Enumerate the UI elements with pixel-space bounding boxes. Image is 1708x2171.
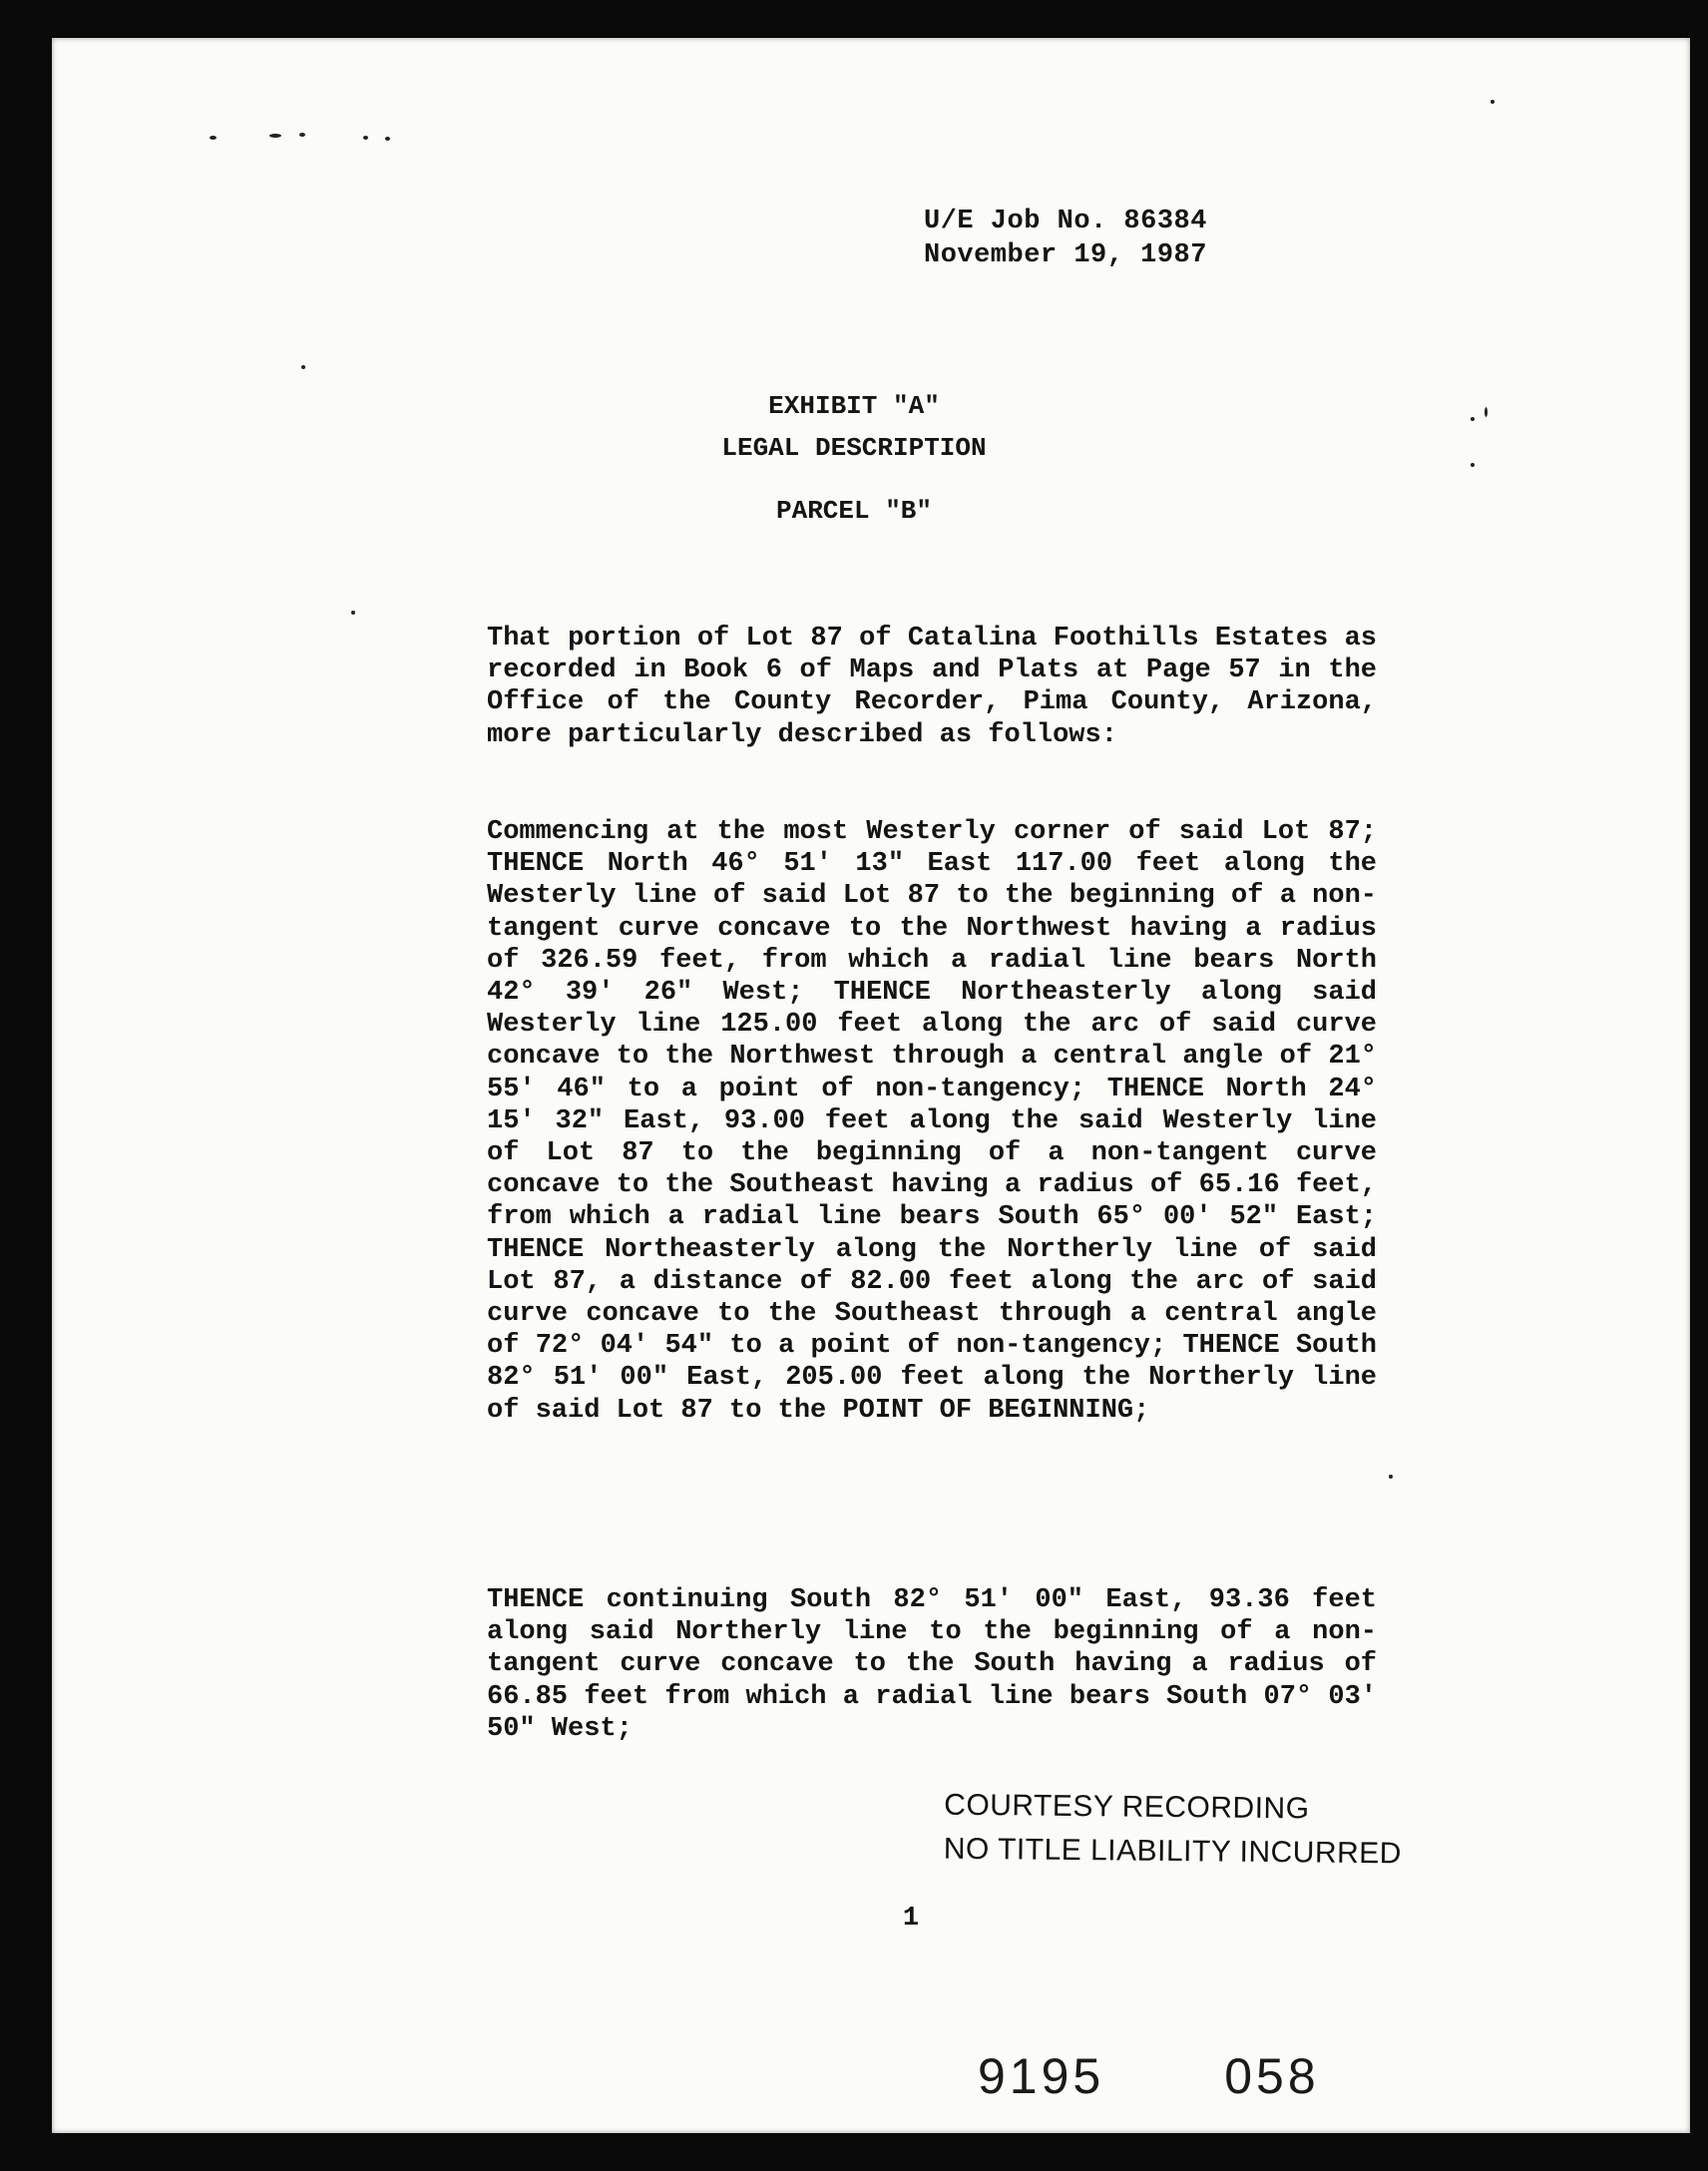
scan-speck: [210, 136, 216, 140]
continuing-paragraph: THENCE continuing South 82° 51' 00" East, 93.36 feet along said Northerly line to the beginning of a non-tangent curve concave to the South having a radius of 66.85 feet from which a radial line bears South 07° 03' 50" West;: [487, 1585, 1377, 1744]
scan-speck: [299, 133, 305, 137]
scan-speck: [269, 134, 281, 138]
stamp-line-2: NO TITLE LIABILITY INCURRED: [943, 1832, 1403, 1871]
stamp-line-1: COURTESY RECORDING: [944, 1788, 1310, 1826]
scan-speck: [351, 611, 355, 615]
intro-paragraph: That portion of Lot 87 of Catalina Foothills Estates as recorded in Book 6 of Maps and Plats at Page 57 in the Office of the County Recorder, Pima County, Arizona, more particularly described as follows:: [487, 624, 1377, 750]
parcel-title: PARCEL "B": [775, 496, 933, 526]
exhibit-title: EXHIBIT "A": [768, 391, 940, 421]
scan-speck: [301, 365, 305, 369]
courtesy-recording-stamp: [944, 1784, 1403, 1877]
job-number: U/E Job No. 86384: [924, 207, 1207, 236]
scan-speck: [1389, 1475, 1393, 1479]
page-number: 1: [902, 1904, 920, 1934]
scan-speck: [1491, 100, 1494, 104]
document-header: [924, 205, 1207, 272]
document-number: [978, 2047, 1320, 2105]
scan-speck: [1471, 463, 1475, 467]
document-number-part-1: 9195: [978, 2048, 1105, 2104]
document-date: November 19, 1987: [924, 240, 1207, 270]
document-number-part-2: 058: [1224, 2048, 1320, 2104]
scan-speck: [363, 136, 368, 140]
scan-speck: [385, 137, 390, 141]
legal-description-title: LEGAL DESCRIPTION: [721, 433, 987, 463]
commencing-paragraph: Commencing at the most Westerly corner of said Lot 87; THENCE North 46° 51' 13" East 117.00 feet along the Westerly line of said Lot 87 to the beginning of a non-tangent curve concave to the Northwest having a radius of 326.59 feet, from which a radial line bears North 42° 39' 26" West; THENCE Northeasterly along said Westerly line 125.00 feet along the arc of said curve concave to the Northwest through a central angle of 21° 55' 46" to a point of non-tangency; THENCE North 24° 15' 32" East, 93.00 feet along the said Westerly line of Lot 87 to the beginning of a non-tangent curve concave to the Southeast having a radius of 65.16 feet, from which a radial line bears South 65° 00' 52" East; THENCE Northeasterly along the Northerly line of said Lot 87, a distance of 82.00 feet along the arc of said curve concave to the Southeast through a central angle of 72° 04' 54" to a point of non-tangency; THENCE South 82° 51' 00" East, 205.00 feet along the Northerly line of said Lot 87 to the POINT OF BEGINNING;: [487, 817, 1377, 1426]
